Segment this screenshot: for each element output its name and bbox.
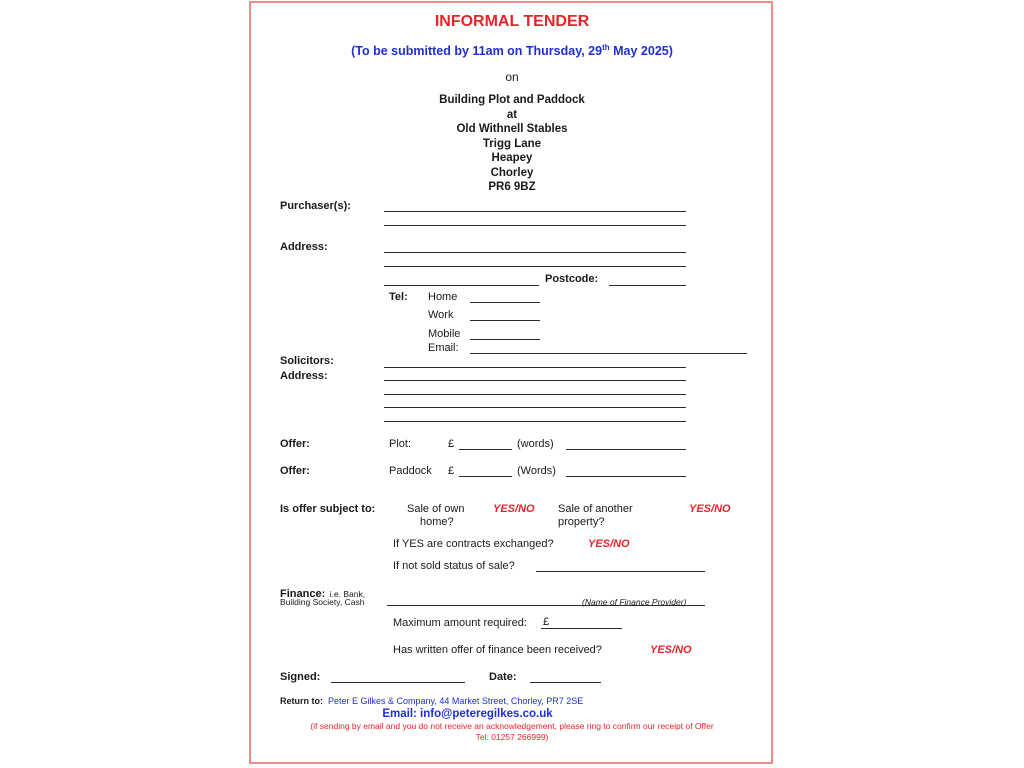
pound-sign-max: £ — [543, 616, 550, 628]
phone-note: Tel: 01257 266999) — [475, 732, 549, 742]
subject-to-label: Is offer subject to: — [280, 503, 376, 515]
plot-label: Plot: — [389, 438, 412, 450]
contracts-exchanged-label: If YES are contracts exchanged? — [393, 538, 554, 550]
solicitors-field-3[interactable] — [384, 394, 686, 395]
written-offer-label: Has written offer of finance been received? — [393, 644, 602, 656]
purchasers-label: Purchaser(s): — [280, 200, 351, 212]
work-label: Work — [428, 309, 454, 321]
sale-own-home-yes-no[interactable]: YES/NO — [493, 503, 535, 515]
plot-words-field[interactable] — [566, 449, 686, 450]
sale-another-yes-no[interactable]: YES/NO — [689, 503, 731, 515]
postcode-label: Postcode: — [545, 273, 599, 285]
date-label: Date: — [489, 671, 517, 683]
purchasers-field-2[interactable] — [384, 225, 686, 226]
tel-label: Tel: — [389, 291, 408, 303]
solicitors-field-1[interactable] — [384, 367, 686, 368]
sale-own-home-label-1: Sale of own — [407, 503, 465, 515]
address-label: Address: — [280, 241, 328, 253]
paddock-amount-field[interactable] — [459, 476, 512, 477]
sale-status-field[interactable] — [536, 571, 705, 572]
solicitors-address-label: Address: — [280, 370, 328, 382]
sale-another-label-2: property? — [558, 516, 605, 528]
words-label-plot: (words) — [517, 438, 554, 450]
offer-paddock-label: Offer: — [280, 465, 310, 477]
address-field-1[interactable] — [384, 252, 686, 253]
address-field-3[interactable] — [384, 285, 539, 286]
date-field[interactable] — [530, 682, 601, 683]
email-field[interactable] — [470, 353, 747, 354]
finance-provider-hint: (Name of Finance Provider) — [582, 597, 687, 607]
sale-another-label-1: Sale of another — [558, 503, 633, 515]
plot-amount-field[interactable] — [459, 449, 512, 450]
mobile-label: Mobile — [428, 328, 461, 340]
acknowledgement-note: (if sending by email and you do not receive an acknowledgement, please ring to confirm our receipt of Offer — [310, 721, 714, 731]
signed-label: Signed: — [280, 671, 321, 683]
postcode-field[interactable] — [609, 285, 686, 286]
signature-field[interactable] — [331, 682, 465, 683]
solicitors-field-4[interactable] — [384, 407, 686, 408]
paddock-label: Paddock — [389, 465, 432, 477]
home-phone-field[interactable] — [470, 302, 540, 303]
email-label: Email: — [428, 342, 459, 354]
words-label-paddock: (Words) — [517, 465, 556, 477]
contact-email[interactable]: Email: info@peteregilkes.co.uk — [382, 708, 553, 720]
paddock-words-field[interactable] — [566, 476, 686, 477]
return-address: Return to: Peter E Gilkes & Company, 44 Market Street, Chorley, PR7 2SE — [280, 696, 584, 706]
address-field-2[interactable] — [384, 266, 686, 267]
max-amount-label: Maximum amount required: — [393, 617, 527, 629]
property-address: Building Plot and Paddock at Old Withnell Stables Trigg Lane Heapey Chorley PR6 9BZ — [439, 94, 585, 193]
sale-own-home-label-2: home? — [420, 516, 454, 528]
submission-deadline: (To be submitted by 11am on Thursday, 29th May 2025) — [351, 43, 673, 59]
on-text: on — [505, 70, 519, 84]
finance-label-group: Finance: i.e. Bank, — [280, 588, 366, 600]
work-phone-field[interactable] — [470, 320, 540, 321]
offer-plot-label: Offer: — [280, 438, 310, 450]
max-amount-field[interactable] — [541, 628, 622, 629]
purchasers-field-1[interactable] — [384, 211, 686, 212]
pound-sign-paddock: £ — [448, 465, 455, 477]
solicitors-field-5[interactable] — [384, 421, 686, 422]
solicitors-label: Solicitors: — [280, 355, 334, 367]
sale-status-label: If not sold status of sale? — [393, 560, 515, 572]
pound-sign-plot: £ — [448, 438, 455, 450]
form-title: INFORMAL TENDER — [434, 13, 590, 30]
written-offer-yes-no[interactable]: YES/NO — [650, 644, 692, 656]
finance-types-label: Building Society, Cash — [280, 597, 365, 607]
home-label: Home — [428, 291, 458, 303]
mobile-phone-field[interactable] — [470, 339, 540, 340]
solicitors-field-2[interactable] — [384, 380, 686, 381]
contracts-exchanged-yes-no[interactable]: YES/NO — [588, 538, 630, 550]
